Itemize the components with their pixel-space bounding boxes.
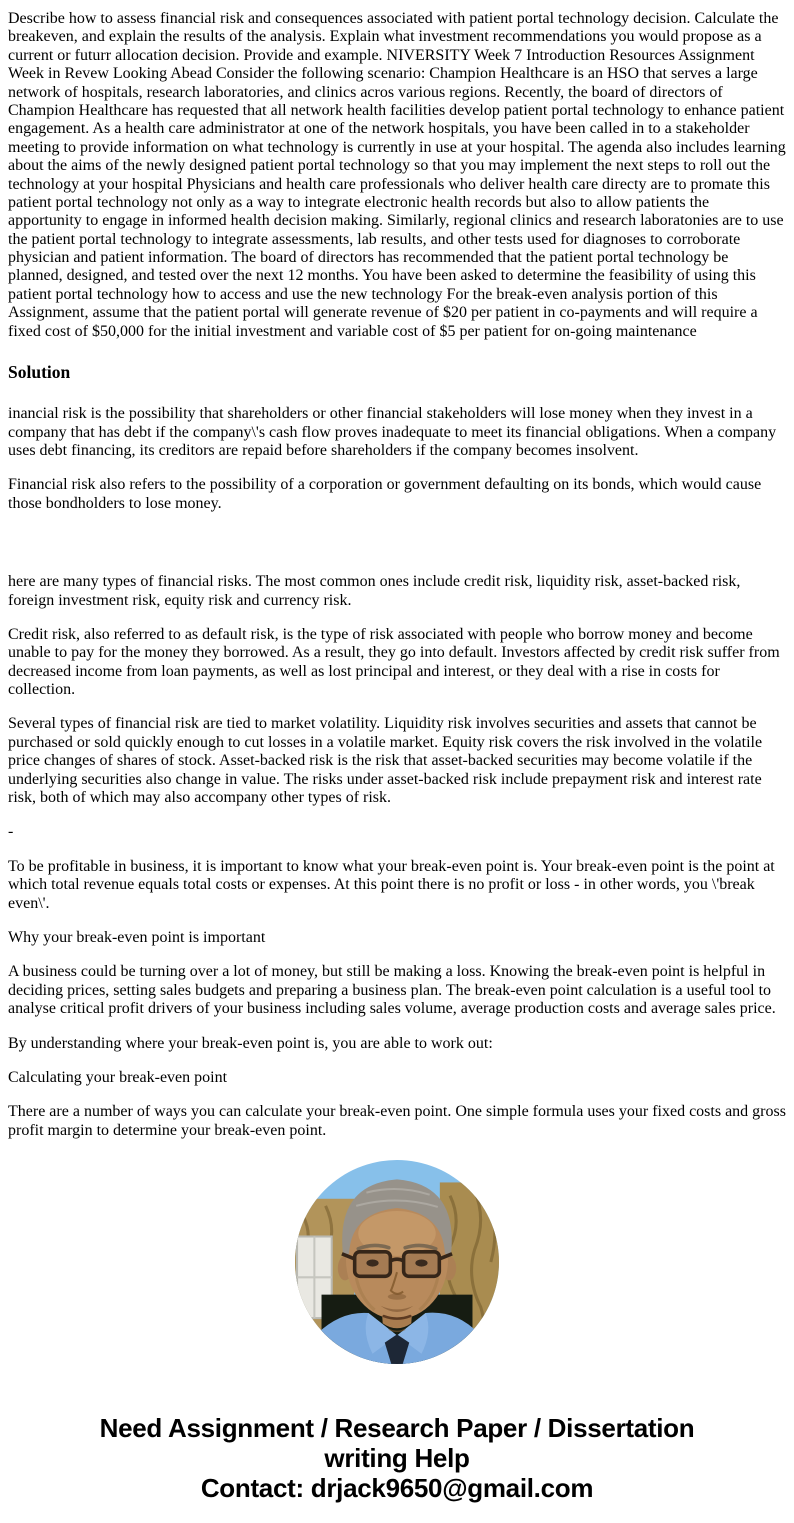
solution-heading: Solution bbox=[8, 362, 71, 383]
solution-paragraph-financial-risk: inancial risk is the possibility that shareholders or other financial stakeholders will lose money when they invest in a company that has debt if the company\'s cash flow proves inadequate to meet its financial obligations. When a company uses debt financing, its creditors are repaid before shareholders if the company becomes insolvent. bbox=[8, 405, 777, 459]
solution-paragraph-work-out: By understanding where your break-even point is, you are able to work out: bbox=[8, 1034, 493, 1052]
avatar-eye-right bbox=[415, 1260, 427, 1267]
avatar-forehead-highlight bbox=[358, 1211, 436, 1256]
solution-paragraph-why-important: Why your break-even point is important bbox=[8, 928, 266, 946]
footer-line-services: Need Assignment / Research Paper / Dissertation bbox=[99, 1413, 695, 1444]
solution-paragraph-breakeven-definition: To be profitable in business, it is important to know what your break-even point is. Your break-even point is the point at which total revenue equals total costs or expenses. At this point there is no profit or loss - in other words, you \'break even\'. bbox=[8, 857, 775, 912]
solution-paragraph-business-loss: A business could be turning over a lot of money, but still be making a loss. Knowing the break-even point is helpful in deciding prices, setting sales budgets and preparing a business plan. The break-even point calculation is a useful tool to analyse critical profit drivers of your business including sales volume, average production costs and average sales price. bbox=[8, 963, 776, 1018]
avatar-nose-shadow bbox=[388, 1294, 406, 1300]
solution-paragraph-credit-risk: Credit risk, also referred to as default risk, is the type of risk associated with people who borrow money and become unable to pay for the money they borrowed. As a result, they go into default. Investors affected by credit risk suffer from decreased income from loan payments, as well as lost principal and interest, or they deal with a rise in costs for collection. bbox=[8, 625, 780, 699]
solution-paragraph-risk-types: here are many types of financial risks. The most common ones include credit risk, liquidity risk, asset-backed risk, foreign investment risk, equity risk and currency risk. bbox=[8, 573, 741, 609]
tutor-avatar bbox=[295, 1160, 499, 1364]
footer-line-contact-email: Contact: drjack9650@gmail.com bbox=[200, 1473, 594, 1504]
avatar-eye-left bbox=[366, 1260, 378, 1267]
footer-line-writing-help: writing Help bbox=[324, 1443, 470, 1474]
document-body bbox=[8, 0, 786, 1140]
solution-paragraph-formula: There are a number of ways you can calculate your break-even point. One simple formula uses your fixed costs and gross profit margin to determine your break-even point. bbox=[8, 1103, 786, 1139]
solution-paragraph-calculating: Calculating your break-even point bbox=[8, 1068, 228, 1086]
tutor-photo-illustration bbox=[295, 1160, 499, 1364]
question-text: Describe how to assess financial risk and consequences associated with patient portal technology decision. Calculate the breakeven, and explain the results of the analysis. Explain what investment recommendations you would propose as a current or futurr allocation decision. Provide and example. NIVERSITY Week 7 Introduction Resources Assignment Week in Revew Looking Abead Consider the following scenario: Champion Healthcare is an HSO that serves a large network of hospitals, research laboratories, and clinics acros various regions. Recently, the board of directors of Champion Healthcare has requested that all network health facilities develop patient portal technology to enhance patient engagement. As a health care administrator at one of the network hospitals, you have been called in to a stakeholder meeting to provide information on what technology is currently in use at your hospital. The agenda also includes learning about the aims of the newly designed patient portal technology so that you may implement the next steps to roll out the technology at your hospital Physicians and health care professionals who deliver health care directy are to promate this patient portal technology not only as a way to integrate electronic health records but also to allow patients the apportunity to engage in informed health decision making. Similarly, regional clinics and research laboratonies are to use the patient portal technology to integrate assessments, lab results, and other tests used for diagnoses to corroborate physician and patient information. The board of directors has recommended that the patient portal technology be planned, designed, and tested over the next 12 months. You have been asked to determine the feasibility of using this patient portal technology how to access and use the new technology For the break-even analysis portion of this Assignment, assume that the patient portal will generate revenue of $20 per patient in co-payments and will require a fixed cost of $50,000 for the initial investment and variable cost of $5 per patient for on-going maintenance bbox=[8, 10, 786, 340]
solution-paragraph-bonds: Financial risk also refers to the possibility of a corporation or government defaulting on its bonds, which would cause those bondholders to lose money. bbox=[8, 476, 762, 512]
solution-paragraph-dash: - bbox=[8, 823, 14, 841]
footer-banner bbox=[0, 1413, 794, 1503]
solution-paragraph-volatility: Several types of financial risk are tied to market volatility. Liquidity risk involves securities and assets that cannot be purchased or sold quickly enough to cut losses in a volatile market. Equity risk covers the risk involved in the volatile price changes of shares of stock. Asset-backed risk is the risk that asset-backed securities may become volatile if the underlying securities also change in value. The risks under asset-backed risk include prepayment risk and interest rate risk, both of which may also accompany other types of risk. bbox=[8, 715, 763, 807]
